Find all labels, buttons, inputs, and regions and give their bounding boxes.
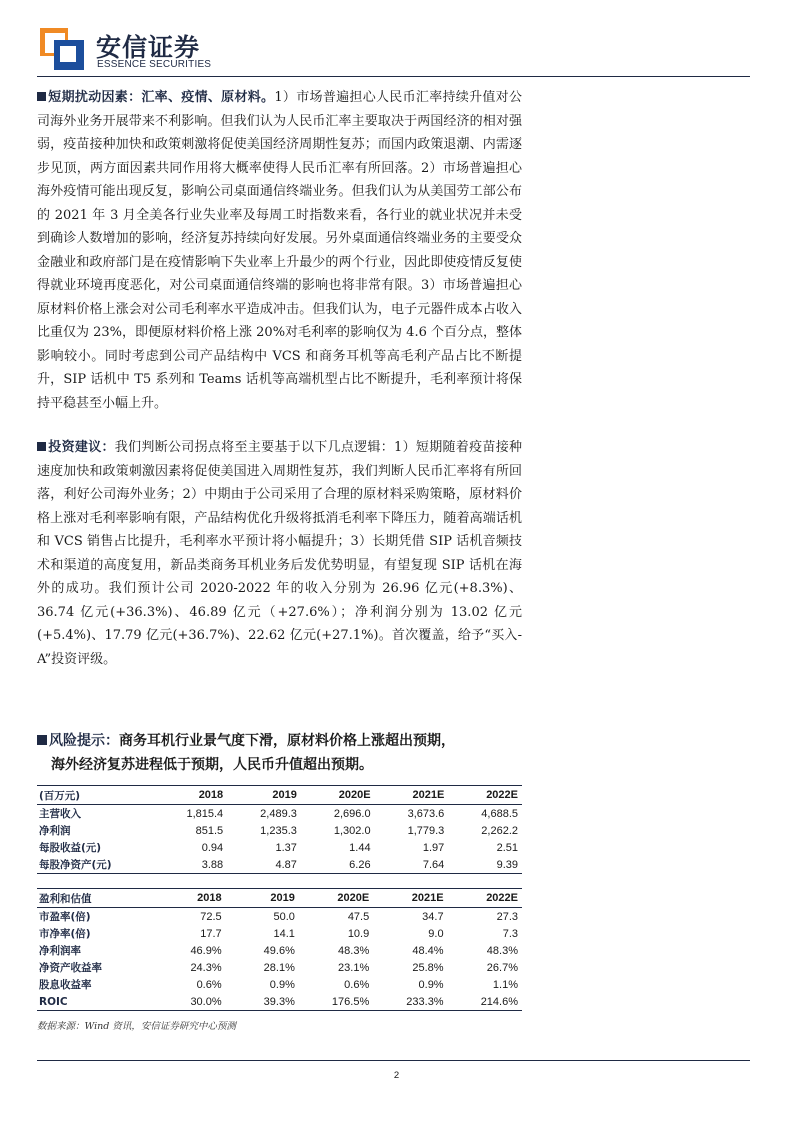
table-cell: 50.0 — [273, 910, 295, 923]
table-cell: 2.51 — [496, 841, 518, 854]
row-label: 主营收入 — [39, 808, 81, 820]
table-cell: 28.1% — [263, 961, 295, 974]
row-label: 每股收益(元) — [39, 842, 102, 854]
table-cell: 34.7 — [422, 910, 444, 923]
page-header — [40, 26, 753, 74]
table-cell: 2,262.2 — [481, 824, 518, 837]
table-header-cell: 2020E — [299, 889, 373, 908]
row-label: 净利润 — [39, 825, 71, 837]
row-label: 净利润率 — [39, 945, 81, 957]
table-cell: 49.6% — [263, 944, 295, 957]
table-row — [37, 959, 522, 976]
table-cell: 30.0% — [152, 993, 225, 1011]
table-cell: 39.3% — [226, 993, 299, 1011]
table-cell: 1.1% — [492, 978, 518, 991]
page-number: 2 — [393, 1070, 400, 1081]
table-cell: 3.88 — [153, 856, 227, 874]
risk-line-2: 海外经济复苏进程低于预期，人民币升值超出预期。 — [51, 757, 373, 773]
table-cell: 1.97 — [422, 841, 445, 854]
table-cell: 1.37 — [275, 841, 297, 854]
table-cell: 176.5% — [299, 993, 373, 1011]
table-row — [37, 993, 522, 1011]
table-cell: 23.1% — [338, 961, 370, 974]
table-row — [37, 908, 522, 926]
data-source-note: 数据来源：Wind 资讯，安信证券研究中心预测 — [37, 1021, 236, 1032]
table-cell: 1,235.3 — [260, 824, 297, 837]
short-term-paragraph — [37, 86, 522, 415]
table-row — [37, 805, 522, 823]
paragraph-lead: 短期扰动因素：汇率、疫情、原材料。 — [48, 90, 275, 105]
row-label: 市盈率(倍) — [39, 911, 91, 923]
table-header-cell: 2022E — [448, 786, 522, 805]
table-header-cell: (百万元) — [37, 786, 153, 805]
table-header-cell: 2021E — [373, 889, 447, 908]
table-cell: 7.64 — [375, 856, 449, 874]
table-cell: 1,779.3 — [407, 824, 445, 837]
paragraph-text: 我们判断公司拐点将至主要基于以下几点逻辑：1）短期随着疫苗接种速度加快和政策刺激因素将促使美国进入周期性复苏，我们判断人民币汇率将有所回落，利好公司海外业务；2）中期由于公司采用了合理的原材料采购策略，原材料价格上涨对毛利率影响有限，产品结构优化升级将抵消毛利率下降压力，随着高端话机和 VCS 销售占比提升，毛利率水平预计将小幅提升；3）长期凭借 SIP 话机音频技术和渠道的高度复用，新品类商务耳机业务后发优势明显，有望复现 SIP 话机在海外的成功。我们预计公司 2020-2022 年的收入分别为 26.96 亿元(+8.3%)、36.74 亿元(+36.3%)、46.89 亿元（+27.6%）；净利润分别为 13.02 亿元(+5.4%)、17.79 亿元(+36.7%)、22.62 亿元(+27.1%)。首次覆盖，给予“买入-A”投资评级。 — [37, 440, 522, 667]
table-row — [37, 839, 522, 856]
bullet-square-icon — [37, 735, 47, 745]
row-label: ROIC — [37, 993, 152, 1011]
table-cell: 26.7% — [486, 961, 518, 974]
table-cell: 4.87 — [227, 856, 301, 874]
paragraph-lead: 投资建议： — [48, 440, 115, 455]
table-cell: 2,489.3 — [260, 807, 297, 820]
essence-logo-icon — [40, 28, 86, 72]
table-cell: 27.3 — [496, 910, 518, 923]
risk-paragraph — [37, 729, 527, 777]
paragraph-lead: 风险提示： — [49, 733, 119, 749]
table-cell: 0.6% — [344, 978, 370, 991]
table-cell: 14.1 — [273, 927, 295, 940]
risk-line-1: 商务耳机行业景气度下滑，原材料价格上涨超出预期， — [119, 733, 455, 749]
table-cell: 3,673.6 — [407, 807, 445, 820]
table-row — [37, 822, 522, 839]
bullet-square-icon — [37, 442, 46, 451]
table-cell: 10.9 — [347, 927, 370, 940]
footer-divider — [37, 1060, 750, 1061]
table-cell: 0.94 — [201, 841, 224, 854]
table-row — [37, 976, 522, 993]
row-label: 净资产收益率 — [39, 962, 102, 974]
table-header-cell: 2022E — [448, 889, 522, 908]
table-cell: 2,696.0 — [333, 807, 371, 820]
table-header-cell: 2019 — [226, 889, 299, 908]
table-cell: 0.9% — [418, 978, 444, 991]
table-cell: 24.3% — [190, 961, 222, 974]
table-cell: 9.39 — [448, 856, 522, 874]
financial-summary-table — [37, 785, 522, 874]
brand-name-en: ESSENCE SECURITIES — [97, 59, 212, 70]
investment-paragraph — [37, 436, 522, 671]
row-label: 市净率(倍) — [39, 928, 91, 940]
table-cell: 48.3% — [338, 944, 370, 957]
table-row — [37, 856, 522, 874]
table-header-cell: 2018 — [153, 786, 227, 805]
table-cell: 851.5 — [195, 824, 224, 837]
table-row — [37, 942, 522, 959]
header-divider — [37, 76, 750, 77]
table-cell: 233.3% — [373, 993, 447, 1011]
table-cell: 72.5 — [200, 910, 222, 923]
table-header-cell: 2018 — [152, 889, 225, 908]
table-cell: 1,302.0 — [333, 824, 371, 837]
table-cell: 17.7 — [200, 927, 222, 940]
table-cell: 1.44 — [349, 841, 371, 854]
table-cell: 48.4% — [412, 944, 444, 957]
table-cell: 47.5 — [347, 910, 370, 923]
table-cell: 6.26 — [301, 856, 375, 874]
table-header-cell: 2021E — [375, 786, 449, 805]
table-header-cell: 2019 — [227, 786, 301, 805]
brand-name-cn: 安信证券 — [96, 33, 201, 62]
table-cell: 25.8% — [412, 961, 444, 974]
table-cell: 0.6% — [196, 978, 222, 991]
table-header-cell: 盈利和估值 — [37, 889, 152, 908]
table-header-cell: 2020E — [301, 786, 375, 805]
table-cell: 9.0 — [428, 927, 444, 940]
bullet-square-icon — [37, 92, 46, 101]
table-cell: 0.9% — [269, 978, 295, 991]
table-cell: 46.9% — [190, 944, 222, 957]
valuation-table — [37, 888, 522, 1011]
row-label: 股息收益率 — [39, 979, 92, 991]
table-cell: 4,688.5 — [481, 807, 518, 820]
table-cell: 7.3 — [502, 927, 518, 940]
table-cell: 214.6% — [448, 993, 522, 1011]
row-label: 每股净资产(元) — [37, 856, 153, 874]
table-cell: 1,815.4 — [186, 807, 224, 820]
table-cell: 48.3% — [486, 944, 518, 957]
table-header-row — [37, 889, 522, 908]
table-header-row — [37, 786, 522, 805]
paragraph-text: 1）市场普遍担心人民币汇率持续升值对公司海外业务开展带来不利影响。但我们认为人民币汇率主要取决于两国经济的相对强弱，疫苗接种加快和政策刺激将促使美国经济周期性复苏；而国内政策退潮、内需逐步见顶，两方面因素共同作用将大概率使得人民币汇率有所回落。2）市场普遍担心海外疫情可能出现反复，影响公司桌面通信终端业务。但我们认为从美国劳工部公布的 2021 年 3 月全美各行业失业率及每周工时指数来看，各行业的就业状况并未受到确诊人数增加的影响，经济复苏持续向好发展。另外桌面通信终端业务的主要受众金融业和政府部门是在疫情影响下失业率上升最少的两个行业，因此即使疫情反复使得就业环境再度恶化，对公司桌面通信终端的影响也将非常有限。3）市场普遍担心原材料价格上涨会对公司毛利率水平造成冲击。但我们认为，电子元器件成本占收入比重仅为 23%，即便原材料价格上涨 20%对毛利率的影响仅为 4.6 个百分点，整体影响较小。同时考虑到公司产品结构中 VCS 和商务耳机等高毛利产品占比不断提升，SIP 话机中 T5 系列和 Teams 话机等高端机型占比不断提升，毛利率预计将保持平稳甚至小幅上升。 — [37, 90, 522, 411]
table-row — [37, 925, 522, 942]
